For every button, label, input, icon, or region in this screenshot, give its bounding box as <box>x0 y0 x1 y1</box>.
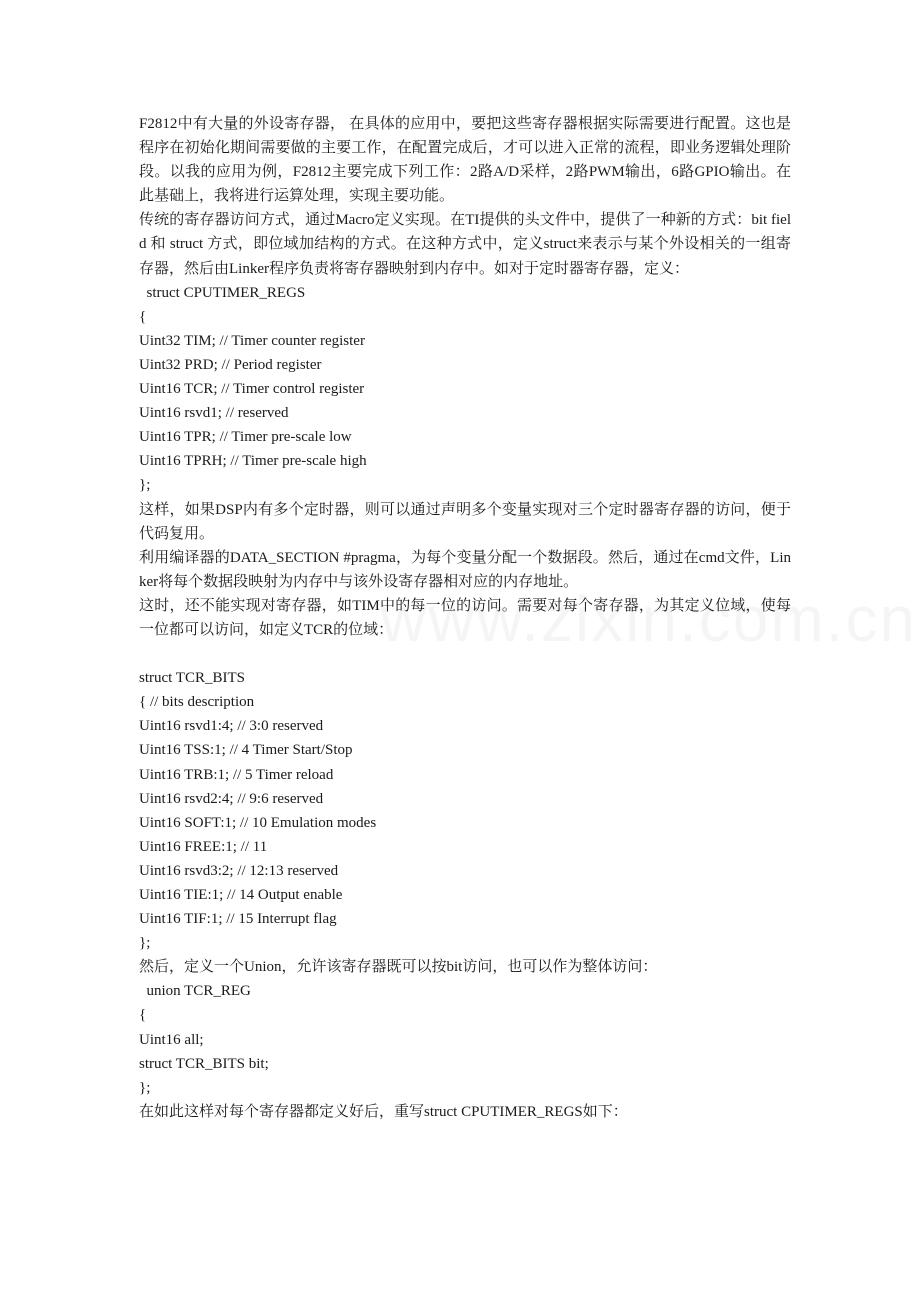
paragraph-union: 然后，定义一个Union，允许该寄存器既可以按bit访问，也可以作为整体访问： <box>139 959 658 976</box>
code-line: Uint16 rsvd1:4; // 3:0 reserved <box>139 718 324 735</box>
code-line: Uint16 rsvd3:2; // 12:13 reserved <box>139 862 339 879</box>
code-line: Uint16 SOFT:1; // 10 Emulation modes <box>139 814 377 831</box>
code-line: Uint16 TIE:1; // 14 Output enable <box>139 887 343 903</box>
code-line: { // bits description <box>139 694 255 711</box>
code-block-tcr-bits <box>139 666 791 955</box>
code-line: Uint32 TIM; // Timer counter register <box>139 332 365 349</box>
code-line: Uint16 TSS:1; // 4 Timer Start/Stop <box>139 742 353 759</box>
code-line: struct TCR_BITS <box>139 670 245 687</box>
code-line: Uint16 TRB:1; // 5 Timer reload <box>139 766 334 783</box>
code-line: }; <box>139 477 151 494</box>
paragraph-multiple-timers: 这样，如果DSP内有多个定时器，则可以通过声明多个变量实现对三个定时器寄存器的访问，便于代码复用。 <box>139 501 791 542</box>
paragraph-bit-field: 这时，还不能实现对寄存器，如TIM中的每一位的访问。需要对每个寄存器，为其定义位域，使每一位都可以访问，如定义TCR的位域： <box>139 597 791 638</box>
paragraph-register-access: 传统的寄存器访问方式，通过Macro定义实现。在TI提供的头文件中，提供了一种新的方式：bit field 和 struct 方式，即位域加结构的方式。在这种方式中，定义struct来表示与某个外设相关的一组寄存器，然后由Linker程序负责将寄存器映射到内存中。如对于定时器寄存器，定义： <box>139 212 791 277</box>
code-block-tcr-reg <box>139 979 791 1099</box>
code-line: Uint32 PRD; // Period register <box>139 356 322 373</box>
code-line: struct CPUTIMER_REGS <box>139 284 306 301</box>
code-block-cputimer-regs <box>139 281 791 498</box>
code-line: }; <box>139 935 151 952</box>
code-line: Uint16 FREE:1; // 11 <box>139 838 268 855</box>
paragraph-intro: F2812中有大量的外设寄存器， 在具体的应用中，要把这些寄存器根据实际需要进行配置。这也是程序在初始化期间需要做的主要工作，在配置完成后，才可以进入正常的流程，即业务逻辑处理阶段。以我的应用为例，F2812主要完成下列工作：2路A/D采样，2路PWM输出，6路GPIO输出。在此基础上，我将进行运算处理，实现主要功能。 <box>139 116 791 205</box>
paragraph-data-section: 利用编译器的DATA_SECTION #pragma，为每个变量分配一个数据段。然后，通过在cmd文件，Linker将每个数据段映射为内存中与该外设寄存器相对应的内存地址。 <box>139 549 791 590</box>
paragraph-rewrite: 在如此这样对每个寄存器都定义好后，重写struct CPUTIMER_REGS如下： <box>139 1103 628 1120</box>
code-line: Uint16 rsvd1; // reserved <box>139 405 289 422</box>
code-line: union TCR_REG <box>139 983 251 1000</box>
code-line: { <box>139 308 147 325</box>
code-line: Uint16 all; <box>139 1031 204 1048</box>
code-line: { <box>139 1007 147 1024</box>
code-line: struct TCR_BITS bit; <box>139 1055 269 1072</box>
code-line: Uint16 TPRH; // Timer pre-scale high <box>139 453 367 470</box>
code-line: Uint16 TPR; // Timer pre-scale low <box>139 429 352 446</box>
code-line: Uint16 TCR; // Timer control register <box>139 381 365 398</box>
code-line: }; <box>139 1079 151 1096</box>
document-body <box>139 112 791 1124</box>
blank-line <box>139 642 791 666</box>
code-line: Uint16 rsvd2:4; // 9:6 reserved <box>139 790 324 807</box>
code-line: Uint16 TIF:1; // 15 Interrupt flag <box>139 911 337 928</box>
